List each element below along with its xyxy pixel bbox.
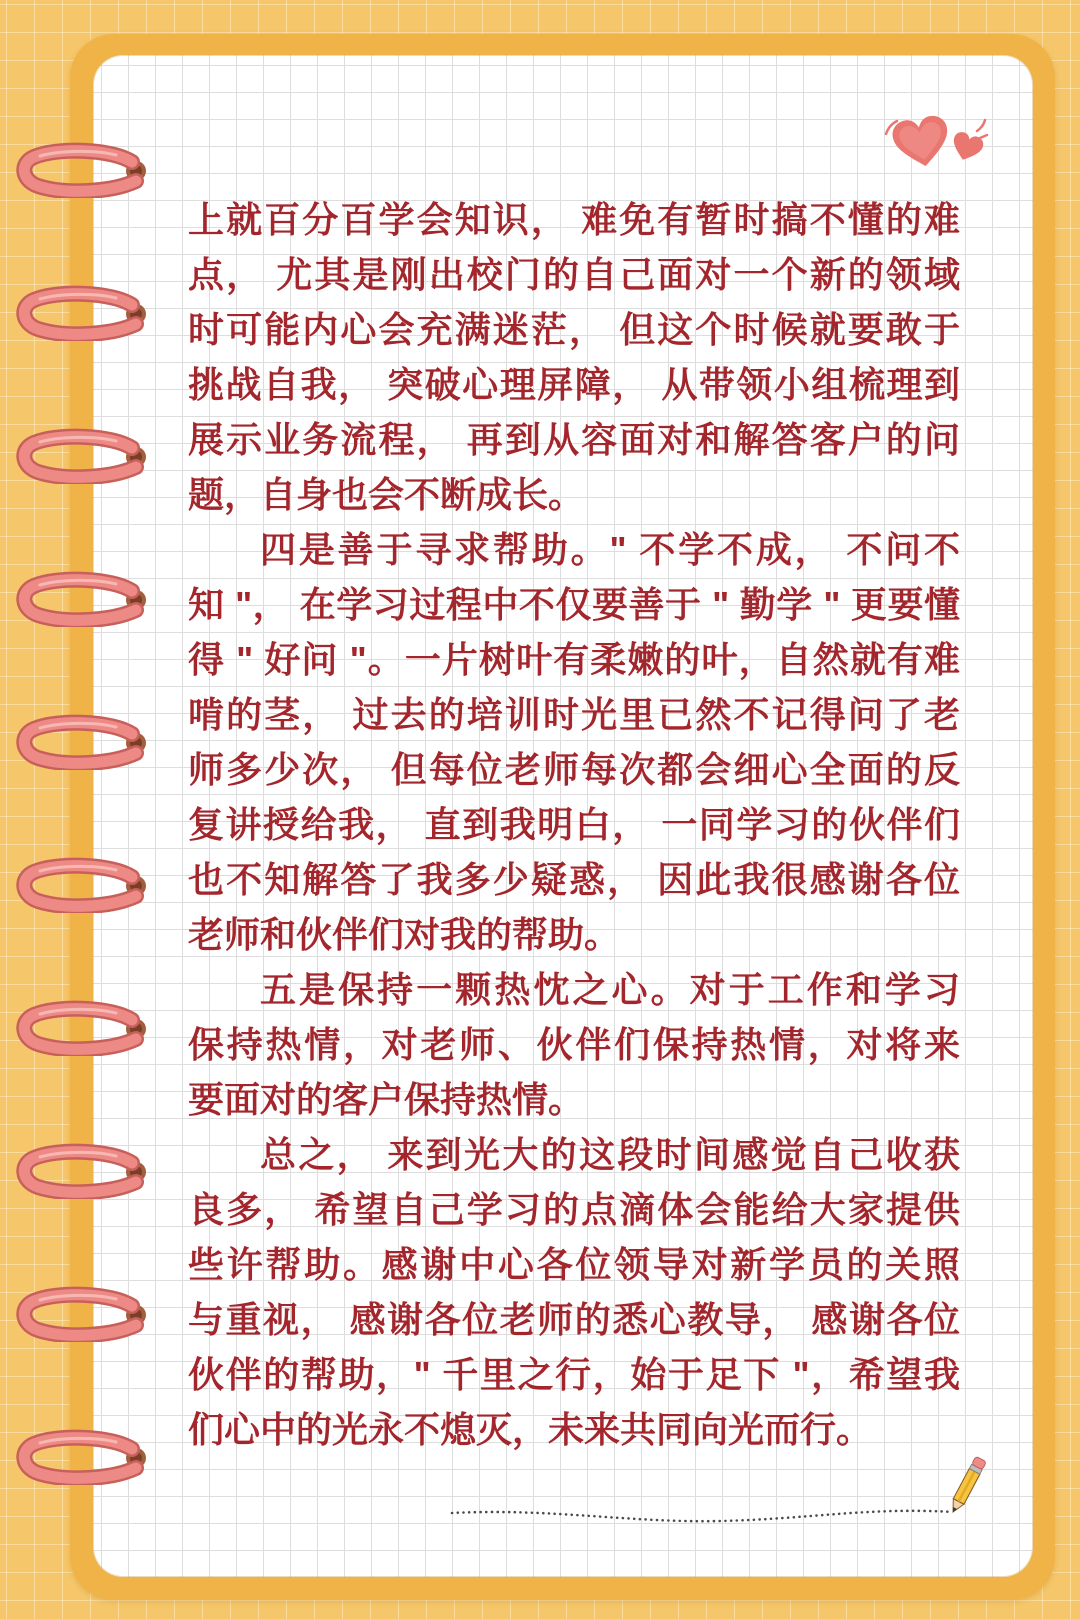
heart-icon xyxy=(890,114,953,171)
text-line: 上就百分百学会知识， 难免有暂时搞不懂的难 xyxy=(188,199,960,240)
text-line: 要面对的客户保持热情。 xyxy=(188,1079,585,1120)
spiral-ring-shape xyxy=(24,294,146,335)
spiral-ring-icon xyxy=(16,1286,154,1342)
text-body xyxy=(188,192,960,1457)
text-line: 知 "， 在学习过程中不仅要善于 " 勤学 " 更要懂 xyxy=(188,584,960,625)
text-line: 老师和伙伴们对我的帮助。 xyxy=(188,914,621,955)
text-line: 总之， 来到光大的这段时间感觉自己收获 xyxy=(260,1134,960,1175)
text-line: 题，自身也会不断成长。 xyxy=(188,474,585,515)
text-line: 些许帮助。感谢中心各位领导对新学员的关照 xyxy=(188,1244,960,1285)
text-line: 展示业务流程， 再到从容面对和解答客户的问 xyxy=(188,419,960,460)
text-line: 啃的茎， 过去的培训时光里已然不记得问了老 xyxy=(188,694,960,735)
spiral-ring-shape xyxy=(24,723,146,764)
paragraph xyxy=(188,962,960,1127)
text-line: 得 " 好问 "。一片树叶有柔嫩的叶，自然就有难 xyxy=(188,639,960,680)
paragraph xyxy=(188,1127,960,1457)
spiral-ring-icon xyxy=(16,285,154,341)
dotted-line xyxy=(440,1495,965,1530)
text-line: 们心中的光永不熄灭，未来共同向光而行。 xyxy=(188,1409,873,1450)
hearts-icon xyxy=(880,104,990,180)
text-line: 也不知解答了我多少疑惑， 因此我很感谢各位 xyxy=(188,859,960,900)
spiral-ring-icon xyxy=(16,714,154,770)
spiral-ring-shape xyxy=(24,1152,146,1193)
spiral-ring-icon xyxy=(16,571,154,627)
small-heart-icon xyxy=(949,130,986,164)
spiral-ring-icon xyxy=(16,1429,154,1485)
spiral-ring-shape xyxy=(24,1295,146,1336)
paragraph xyxy=(188,522,960,962)
spiral-ring-icon xyxy=(16,1143,154,1199)
text-line: 与重视， 感谢各位老师的悉心教导， 感谢各位 xyxy=(188,1299,960,1340)
text-line: 四是善于寻求帮助。" 不学不成， 不问不 xyxy=(260,529,960,570)
text-line: 伙伴的帮助，" 千里之行，始于足下 "，希望我 xyxy=(188,1354,960,1395)
text-line: 点， 尤其是刚出校门的自己面对一个新的领域 xyxy=(188,254,960,295)
text-line: 师多少次， 但每位老师每次都会细心全面的反 xyxy=(188,749,960,790)
spiral-ring-shape xyxy=(24,580,146,621)
text-line: 复讲授给我， 直到我明白， 一同学习的伙伴们 xyxy=(188,804,960,845)
spiral-ring-icon xyxy=(16,142,154,198)
spiral-ring-icon xyxy=(16,428,154,484)
spiral-ring-shape xyxy=(24,866,146,907)
text-line: 保持热情，对老师、伙伴们保持热情，对将来 xyxy=(188,1024,960,1065)
text-line: 五是保持一颗热忱之心。对于工作和学习 xyxy=(260,969,960,1010)
text-line: 良多， 希望自己学习的点滴体会能给大家提供 xyxy=(188,1189,960,1230)
spiral-ring-shape xyxy=(24,1438,146,1479)
paragraph xyxy=(188,192,960,522)
spiral-ring-icon xyxy=(16,857,154,913)
pencil-icon xyxy=(935,1450,995,1520)
spiral-ring-shape xyxy=(24,151,146,192)
spiral-ring-icon xyxy=(16,1000,154,1056)
spiral-ring-shape xyxy=(24,1009,146,1050)
spiral-ring-shape xyxy=(24,437,146,478)
text-line: 时可能内心会充满迷茫， 但这个时候就要敢于 xyxy=(188,309,960,350)
text-line: 挑战自我， 突破心理屏障， 从带领小组梳理到 xyxy=(188,364,960,405)
